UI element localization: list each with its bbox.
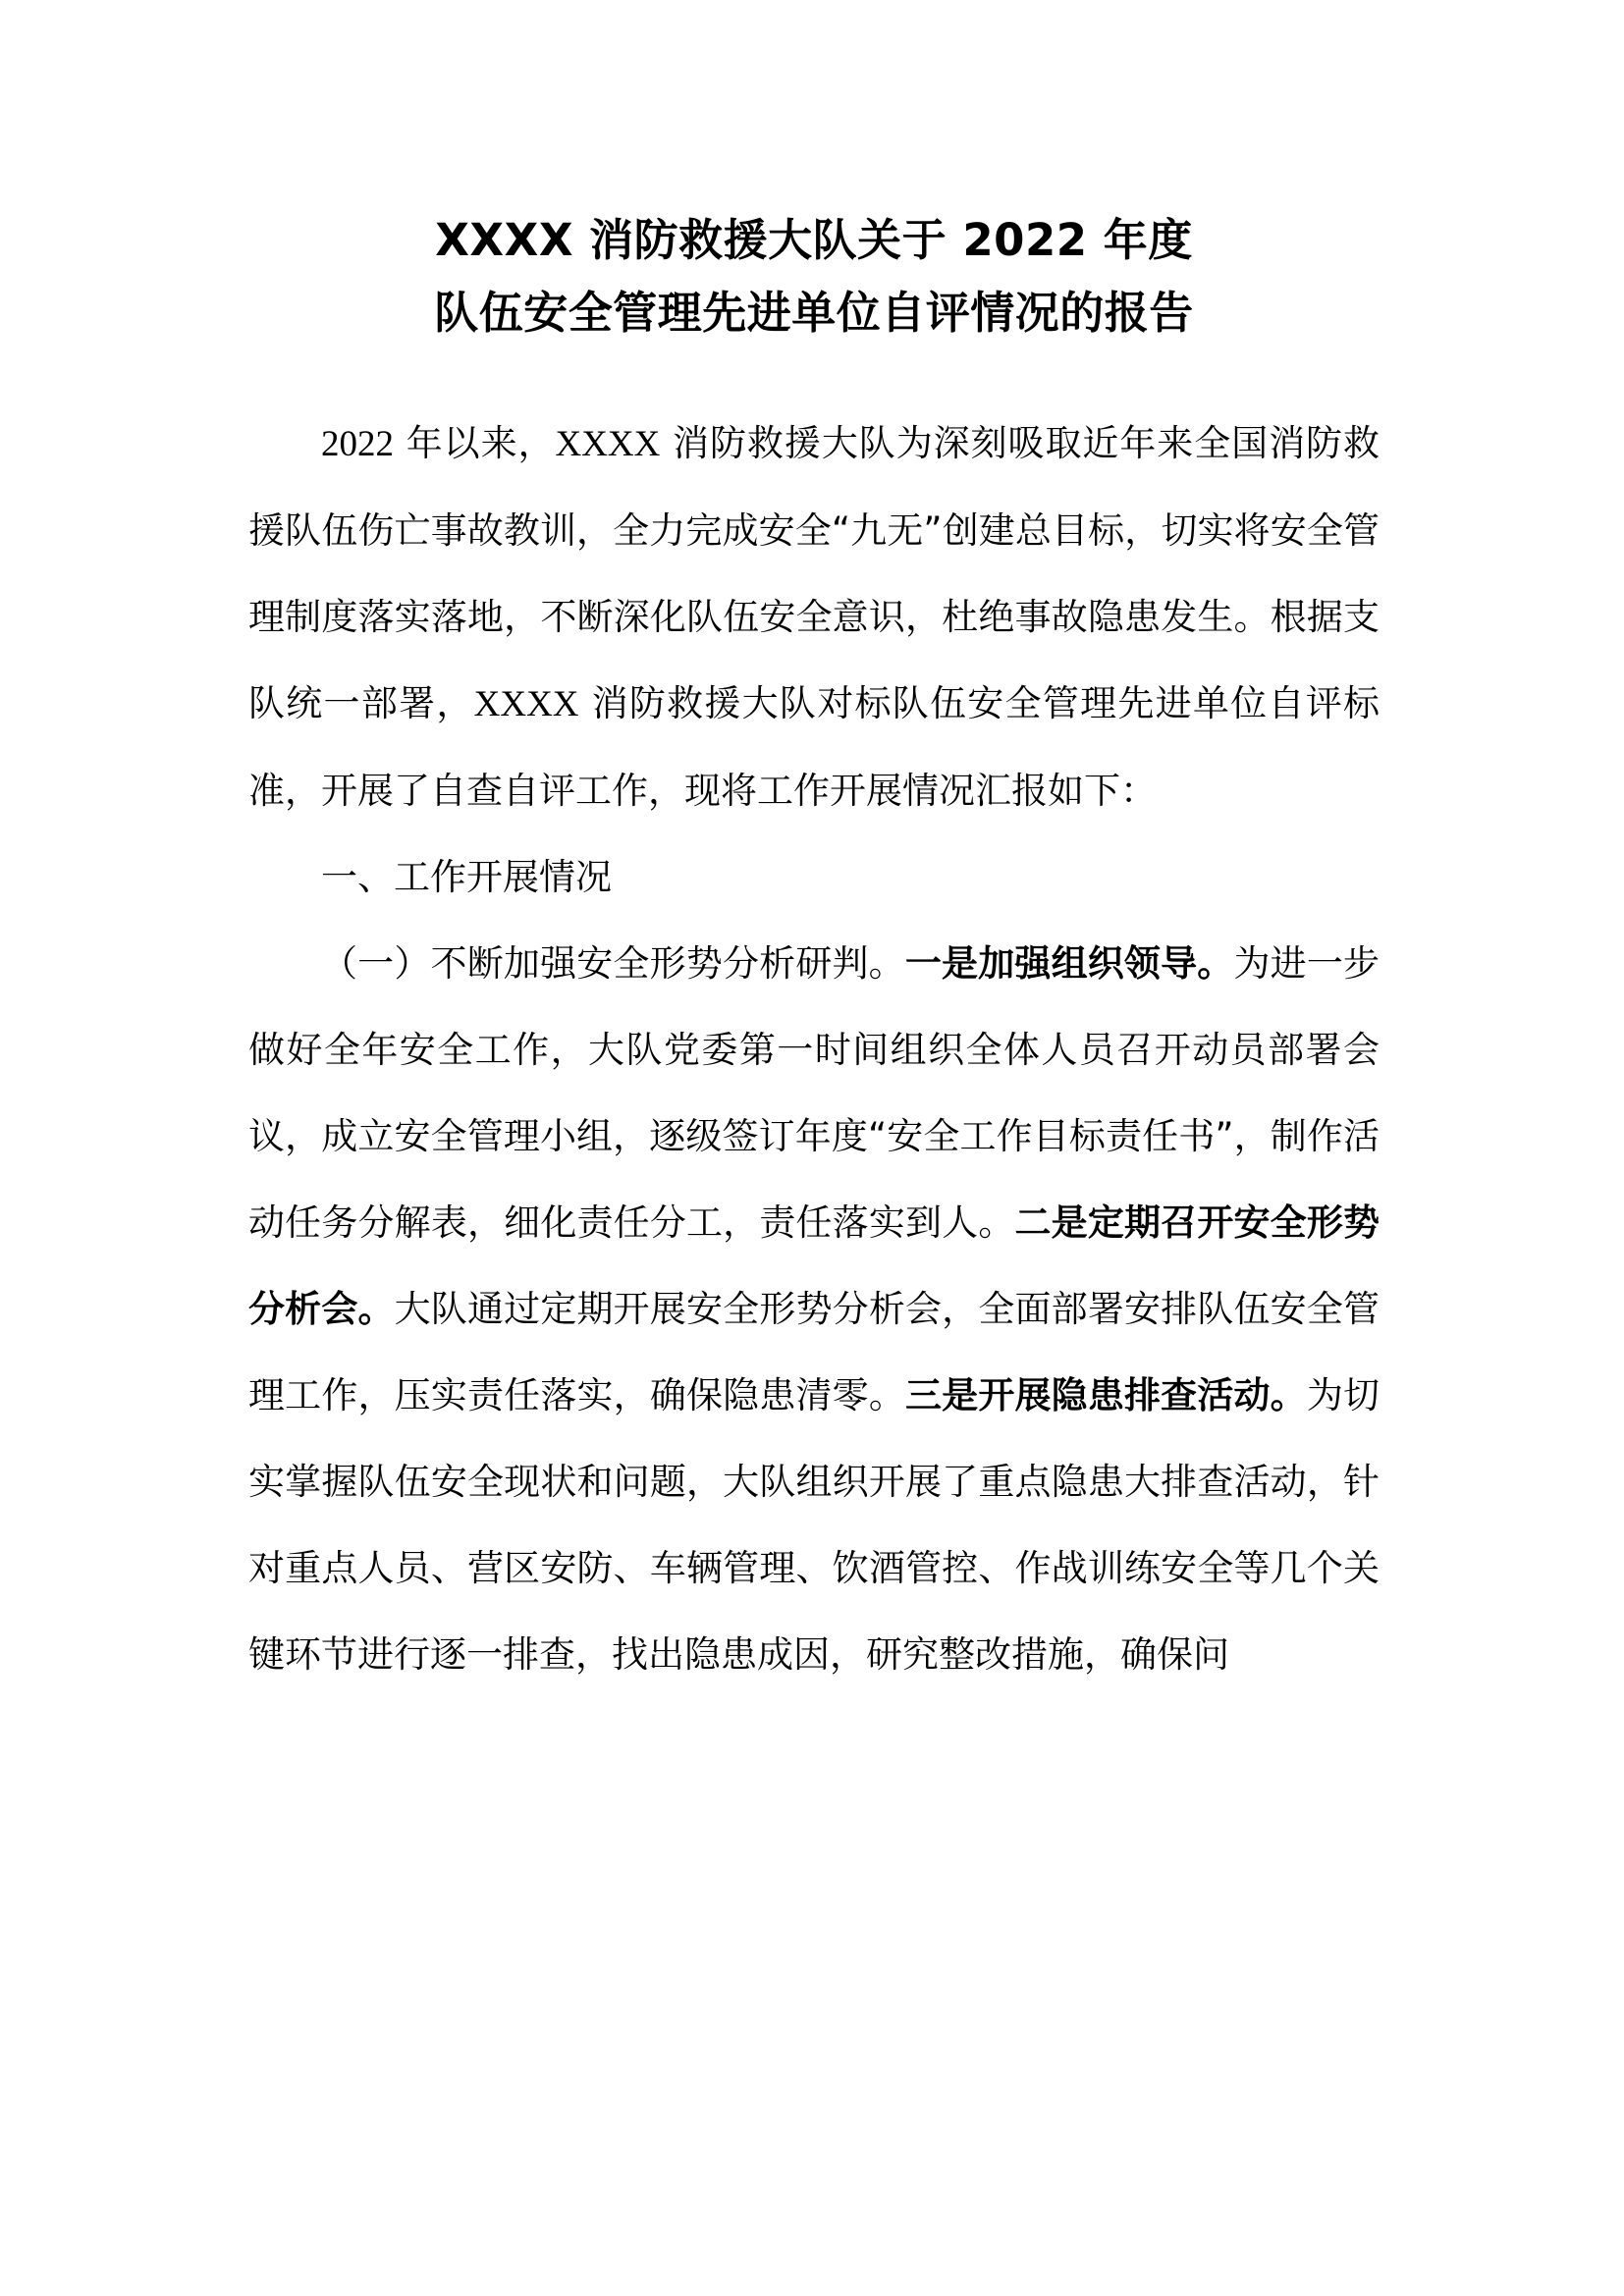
latin-run: 2022 [321, 424, 394, 464]
title-line-1: XXXX 消防救援大队关于 2022 年度 [435, 214, 1193, 266]
section-heading-1 [248, 834, 1380, 921]
bold-run: 三是开展隐患排查活动。 [905, 1374, 1307, 1416]
text-run: 为切实掌握队伍安全现状和问题，大队组织开展了重点隐患大排查活动，针对重点人员、营区安防、车辆管理、饮酒管控、作战训练安全等几个关键环节进行逐一排查，找出隐患成因，研究整改措施，确保问 [248, 1374, 1380, 1676]
latin-run: XXXX [473, 684, 579, 724]
text-run: 为进一步做好全年安全工作，大队党委第一时间组织全体人员召开动员部署会议，成立安全管理小组，逐级签订年度“安全工作目标责任书”，制作活动任务分解表，细化责任分工，责任落实到人。 [248, 942, 1380, 1244]
bold-run: 一是加强组织领导。 [904, 942, 1234, 985]
document-body [248, 400, 1380, 1698]
bold-run: 二是定期召开安全形势分析会。 [248, 1201, 1380, 1330]
paragraph-intro [248, 400, 1380, 834]
text-run: 一、工作开展情况 [321, 856, 612, 898]
text-run: 2022 年以来，XXXX 消防救援大队为深刻吸取近年来全国消防救援队伍伤亡事故教训，全力完成安全“九无”创建总目标，切实将安全管理制度落实落地，不断深化队伍安全意识，杜绝事故隐患发生。根据支队统一部署，XXXX 消防救援大队对标队伍安全管理先进单位自评标准，开展了自查自评工作，现将工作开展情况汇报如下： [248, 422, 1380, 812]
text-run: （一）不断加强安全形势分析研判。 [321, 942, 905, 985]
page-title [248, 0, 1380, 349]
paragraph-subsection-1-1 [248, 921, 1380, 1698]
title-line-2: 队伍安全管理先进单位自评情况的报告 [434, 287, 1194, 339]
latin-run: XXXX [555, 424, 661, 464]
text-run: 大队通过定期开展安全形势分析会，全面部署安排队伍安全管理工作，压实责任落实，确保隐患清零。 [248, 1288, 1380, 1416]
page-content-area [248, 0, 1380, 1698]
